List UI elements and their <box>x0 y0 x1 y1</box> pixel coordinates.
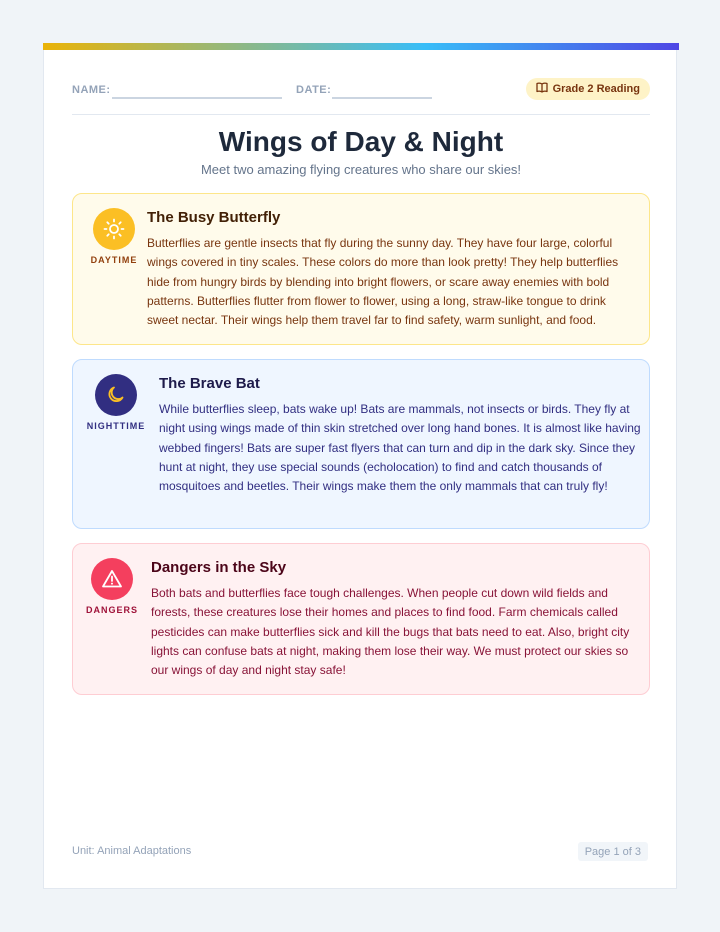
name-label: NAME: <box>72 84 111 96</box>
sun-icon <box>93 208 135 250</box>
unit-label: Unit: Animal Adaptations <box>72 845 192 857</box>
date-label: DATE: <box>296 84 332 96</box>
page-number: Page 1 of 3 <box>578 842 648 861</box>
page-title: Wings of Day & Night <box>218 126 504 157</box>
section-dangers <box>72 543 650 695</box>
grade-badge <box>526 78 650 100</box>
section-heading: The Brave Bat <box>159 375 260 392</box>
worksheet-page <box>43 43 677 889</box>
section-butterfly <box>72 193 650 345</box>
moon-icon <box>95 374 137 416</box>
grade-badge-label: Grade 2 Reading <box>552 83 640 95</box>
section-heading: Dangers in the Sky <box>151 559 287 576</box>
section-body: While butterflies sleep, bats wake up! Bats are mammals, not insects or birds. They fly at night using wings made of thin skin stretched over long hand bones. It is almost like having webbed fingers! Bats are super fast flyers that can turn and dip in the dark sky. Since they hunt at night, they use special sounds (echolocation) to find and catch thousands of mosquitoes and beetles. Their wings make them the only mammals that can truly fly! <box>159 402 641 494</box>
section-bat <box>72 359 650 529</box>
accent-bar <box>43 43 679 50</box>
section-tag: DANGERS <box>85 605 138 615</box>
divider <box>72 114 650 115</box>
section-icon-column <box>79 208 149 265</box>
section-icon-column <box>81 374 151 431</box>
date-field[interactable] <box>332 97 432 99</box>
section-body: Butterflies are gentle insects that fly during the sunny day. They have four large, colorful wings covered in tiny scales. These colors do more than look pretty! They help butterflies hide from hungry birds by blending into bright flowers, or scare away enemies with bold patterns. Butterflies flutter from flower to flower, using a long, straw-like tongue to drink sweet nectar. Their wings help them travel far to find safety, warm sunlight, and food. <box>147 236 619 328</box>
section-heading: The Busy Butterfly <box>147 209 281 226</box>
section-tag: DAYTIME <box>90 255 138 265</box>
book-icon <box>536 82 548 96</box>
name-field[interactable] <box>112 97 282 99</box>
page-subtitle: Meet two amazing flying creatures who share our skies! <box>200 162 522 177</box>
section-icon-column <box>77 558 147 615</box>
section-body: Both bats and butterflies face tough challenges. When people cut down wild fields and forests, these creatures lose their homes and places to find food. Farm chemicals called pesticides can make butterflies sick and kill the bugs that bats need to eat. Also, bright city lights can confuse bats at night, making them lose their way. We must protect our skies so our wings of day and night stay safe! <box>151 586 630 678</box>
header-fields <box>72 77 650 101</box>
section-tag: NIGHTTIME <box>86 421 146 431</box>
warning-icon <box>91 558 133 600</box>
